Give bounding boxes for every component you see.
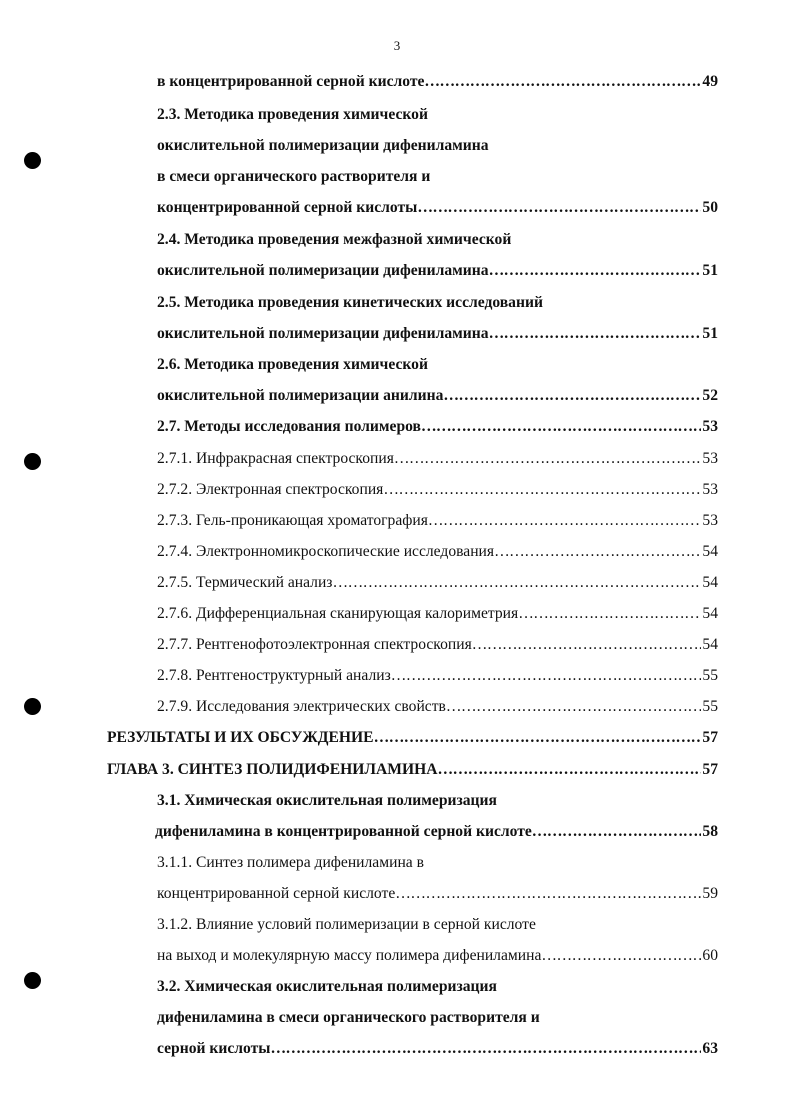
toc-entry xyxy=(157,847,424,878)
toc-entry xyxy=(157,691,718,722)
toc-entry xyxy=(157,318,718,349)
dot-leader xyxy=(428,505,702,536)
toc-entry-title: концентрированной серной кислоты xyxy=(157,199,418,216)
toc-entry-title: окислительной полимеризации дифениламина xyxy=(157,262,489,279)
toc-page-number: 54 xyxy=(702,605,718,622)
dot-leader xyxy=(394,443,702,474)
toc-entry xyxy=(157,130,489,161)
toc-entry xyxy=(157,1002,540,1033)
toc-entry xyxy=(157,909,536,940)
toc-entry xyxy=(157,940,718,971)
toc-entry xyxy=(157,224,511,255)
dot-leader xyxy=(424,66,701,97)
toc-entry-title: в смеси органического растворителя и xyxy=(157,168,431,185)
dot-leader xyxy=(518,598,701,629)
dot-leader xyxy=(532,816,702,847)
toc-entry xyxy=(157,66,718,97)
toc-entry-title: 2.7.4. Электронномикроскопические исследования xyxy=(157,543,495,560)
toc-entry xyxy=(107,722,718,753)
dot-leader xyxy=(541,940,701,971)
toc-entry xyxy=(157,474,718,505)
toc-entry-title: 2.7.7. Рентгенофотоэлектронная спектроскопия xyxy=(157,636,472,653)
toc-page-number: 53 xyxy=(702,418,718,435)
toc-entry-title: 2.4. Методика проведения межфазной химической xyxy=(157,231,512,248)
toc-page-number: 52 xyxy=(702,387,718,404)
toc-page-number: 54 xyxy=(702,543,718,560)
toc-entry-title: 2.7.2. Электронная спектроскопия xyxy=(157,481,384,498)
toc-entry-title: серной кислоты xyxy=(157,1040,271,1057)
toc-page-number: 63 xyxy=(702,1040,718,1057)
toc-page-number: 53 xyxy=(702,481,718,498)
toc-entry-title: дифениламина в концентрированной серной кислоте xyxy=(155,823,532,840)
dot-leader xyxy=(332,567,701,598)
toc-page-number: 54 xyxy=(702,636,718,653)
toc-entry-title: 2.7.3. Гель-проникающая хроматография xyxy=(157,512,428,529)
toc-entry-title: 3.2. Химическая окислительная полимеризация xyxy=(157,978,497,995)
toc-entry-title: 2.5. Методика проведения кинетических исследований xyxy=(157,294,543,311)
toc-page-number: 55 xyxy=(702,698,718,715)
toc-entry xyxy=(157,192,718,223)
dot-leader xyxy=(489,255,702,286)
toc-page-number: 55 xyxy=(702,667,718,684)
toc-entry xyxy=(157,629,718,660)
dot-leader xyxy=(383,474,701,505)
toc-entry-title: в концентрированной серной кислоте xyxy=(157,73,425,90)
toc-page-number: 58 xyxy=(702,823,718,840)
dot-leader xyxy=(421,411,701,442)
toc-entry-title: 2.7.8. Рентгеноструктурный анализ xyxy=(157,667,391,684)
toc-entry-title: 3.1.2. Влияние условий полимеризации в серной кислоте xyxy=(157,916,536,933)
toc-entry-title: РЕЗУЛЬТАТЫ И ИХ ОБСУЖДЕНИЕ xyxy=(107,729,374,746)
toc-entry xyxy=(157,660,718,691)
toc-page-number: 59 xyxy=(702,885,718,902)
toc-page-number: 51 xyxy=(702,262,718,279)
toc-page-number: 50 xyxy=(702,199,718,216)
toc-entry xyxy=(157,443,718,474)
toc-entry xyxy=(157,971,497,1002)
toc-entry xyxy=(157,161,430,192)
toc-entry xyxy=(107,754,718,785)
dot-leader xyxy=(438,754,702,785)
toc-entry-title: дифениламина в смеси органического растворителя и xyxy=(157,1009,540,1026)
toc-entry xyxy=(157,878,718,909)
toc-entry-title: 2.7.9. Исследования электрических свойств xyxy=(157,698,446,715)
toc-entry xyxy=(157,255,718,286)
toc-entry-title: 3.1. Химическая окислительная полимеризация xyxy=(157,792,497,809)
dot-leader xyxy=(417,192,701,223)
toc-page-number: 53 xyxy=(702,512,718,529)
binder-hole xyxy=(24,972,41,989)
dot-leader xyxy=(270,1033,701,1064)
toc-entry-title: 2.7. Методы исследования полимеров xyxy=(157,418,421,435)
toc-entry-title: на выход и молекулярную массу полимера дифениламина xyxy=(157,947,542,964)
toc-page-number: 57 xyxy=(702,729,718,746)
toc-page-number: 54 xyxy=(702,574,718,591)
toc-entry-title: концентрированной серной кислоте xyxy=(157,885,396,902)
toc-entry xyxy=(157,536,718,567)
toc-entry-title: окислительной полимеризации анилина xyxy=(157,387,444,404)
toc-entry xyxy=(157,1033,718,1064)
toc-entry-title: ГЛАВА 3. СИНТЕЗ ПОЛИДИФЕНИЛАМИНА xyxy=(107,761,438,778)
toc-entry-title: 2.6. Методика проведения химической xyxy=(157,356,428,373)
toc-entry-title: 2.7.1. Инфракрасная спектроскопия xyxy=(157,450,394,467)
toc-entry xyxy=(157,598,718,629)
page-number: 3 xyxy=(393,38,401,53)
binder-hole xyxy=(24,152,41,169)
toc-page-number: 51 xyxy=(702,325,718,342)
toc-entry-title: 2.3. Методика проведения химической xyxy=(157,106,428,123)
toc-entry xyxy=(157,380,718,411)
dot-leader xyxy=(494,536,701,567)
toc-entry xyxy=(155,816,718,847)
dot-leader xyxy=(472,629,702,660)
dot-leader xyxy=(395,878,701,909)
toc-page-number: 57 xyxy=(702,761,718,778)
toc-entry-title: 2.7.5. Термический анализ xyxy=(157,574,333,591)
toc-entry xyxy=(157,99,428,130)
dot-leader xyxy=(391,660,702,691)
toc-entry xyxy=(157,785,497,816)
dot-leader xyxy=(446,691,702,722)
toc-entry-title: 3.1.1. Синтез полимера дифениламина в xyxy=(157,854,424,871)
binder-hole xyxy=(24,698,41,715)
toc-page-number: 53 xyxy=(702,450,718,467)
toc-entry xyxy=(157,567,718,598)
toc-entry xyxy=(157,287,543,318)
toc-entry xyxy=(157,349,428,380)
toc-page-number: 49 xyxy=(702,73,718,90)
toc-page-number: 60 xyxy=(702,947,718,964)
binder-hole xyxy=(24,453,41,470)
dot-leader xyxy=(374,722,702,753)
dot-leader xyxy=(443,380,701,411)
toc-entry xyxy=(157,505,718,536)
toc-entry-title: окислительной полимеризации дифениламина xyxy=(157,137,489,154)
toc-entry xyxy=(157,411,718,442)
toc-entry-title: окислительной полимеризации дифениламина xyxy=(157,325,489,342)
toc-entry-title: 2.7.6. Дифференциальная сканирующая калориметрия xyxy=(157,605,519,622)
dot-leader xyxy=(489,318,702,349)
